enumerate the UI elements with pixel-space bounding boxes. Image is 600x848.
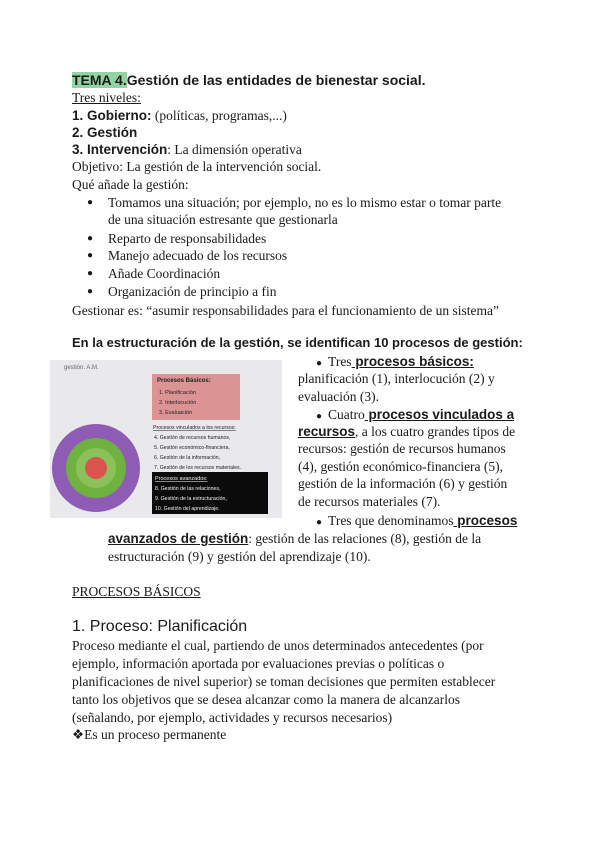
level-1: 1. Gobierno: (políticas, programas,...)	[72, 108, 287, 123]
adds-item-1: Tomamos una situación; por ejemplo, no es lo mismo estar o tomar parte	[108, 195, 502, 210]
processes-diagram	[50, 360, 282, 518]
linked-item: 5. Gestión económico-financiera,	[154, 445, 230, 451]
linked-title: Procesos vinculados a los recursos:	[153, 425, 236, 431]
right-line: gestión de la información (6) y gestión	[298, 476, 508, 491]
linked-item: 4. Gestión de recursos humanos,	[154, 435, 231, 441]
bullet-3-cont: avanzados de gestión: gestión de las relaciones (8), gestión de la	[108, 531, 482, 546]
basic-title: Procesos Básicos:	[157, 378, 211, 384]
diagram-header: gestión. A.M.	[64, 365, 99, 371]
section-heading: PROCESOS BÁSICOS	[72, 584, 201, 599]
bullet-icon: ●	[87, 233, 94, 244]
advanced-title: Procesos avanzados:	[155, 476, 208, 482]
adds-item-5: Organización de principio a fin	[108, 284, 277, 299]
advanced-item: 10. Gestión del aprendizaje.	[155, 506, 220, 512]
adds-heading: Qué añade la gestión:	[72, 177, 189, 192]
right-bullet-1: ● Tres procesos básicos:	[316, 354, 474, 369]
core-circle	[85, 457, 107, 479]
basic-item: 1. Planificación	[159, 390, 196, 396]
process-1-line: planificaciones de nivel superior) se toman decisiones que permiten establecer	[72, 674, 496, 689]
bullet-3-cont-2: estructuración (9) y gestión del aprendizaje (10).	[108, 549, 371, 564]
bullet-icon: ●	[316, 411, 323, 422]
adds-item-4: Añade Coordinación	[108, 266, 221, 281]
objective-text: Objetivo: La gestión de la intervención social.	[72, 159, 322, 174]
bullet-icon: ●	[87, 286, 94, 297]
right-line: planificación (1), interlocución (2) y	[298, 371, 495, 386]
linked-item: 6. Gestión de la información,	[154, 455, 221, 461]
adds-item-3: Manejo adecuado de los recursos	[108, 248, 288, 263]
bullet-icon: ●	[87, 197, 94, 208]
right-line: (4), gestión económico-financiera (5),	[298, 459, 504, 474]
basic-item: 2. Interlocución	[159, 400, 197, 406]
advanced-item: 9. Gestión de la estructuración,	[155, 496, 227, 502]
level-2: 2. Gestión	[72, 125, 138, 140]
right-line: evaluación (3).	[298, 389, 379, 404]
levels-heading: Tres niveles:	[72, 90, 141, 105]
process-1-line: Proceso mediante el cual, partiendo de unos determinados antecedentes (por	[72, 638, 484, 653]
process-1-heading: 1. Proceso: Planificación	[72, 618, 248, 635]
process-1-line: tanto los objetivos que se desea alcanzar como la manera de alcanzarlos	[72, 692, 460, 707]
right-line: recursos, a los cuatro grandes tipos de	[298, 424, 516, 439]
right-line: recursos: gestión de recursos humanos	[298, 441, 506, 456]
title-rest: Gestión de las entidades de bienestar social.	[126, 72, 426, 88]
process-1-line: ejemplo, información aportada por evaluaciones previas o políticas o	[72, 656, 445, 671]
right-bullet-2: ● Cuatro procesos vinculados a	[316, 407, 515, 422]
bullet-icon: ●	[87, 268, 94, 279]
bullet-icon: ●	[316, 358, 323, 369]
advanced-item: 8. Gestión de las relaciones,	[155, 486, 221, 492]
adds-item-2: Reparto de responsabilidades	[108, 231, 267, 246]
right-line: de recursos materiales (7).	[298, 494, 441, 509]
bullet-icon: ●	[316, 517, 323, 528]
process-1-line: (señalando, por ejemplo, actividades y recursos necesarios)	[72, 710, 393, 725]
level-3: 3. Intervención: La dimensión operativa	[72, 142, 302, 157]
page-title	[72, 72, 426, 89]
adds-item-1-cont: de una situación estresante que gestionarla	[108, 212, 338, 227]
permanent-note: ❖Es un proceso permanente	[72, 727, 227, 742]
basic-item: 3. Evaluación	[159, 410, 193, 416]
right-bullet-3: ● Tres que denominamos procesos	[316, 513, 518, 528]
diamond-bullet-icon: ❖	[72, 727, 85, 742]
linked-item: 7. Gestión de los recursos materiales.	[154, 465, 242, 471]
structuring-heading: En la estructuración de la gestión, se identifican 10 procesos de gestión:	[72, 335, 523, 350]
managing-definition: Gestionar es: “asumir responsabilidades para el funcionamiento de un sistema”	[72, 303, 499, 318]
bullet-icon: ●	[87, 250, 94, 261]
title-prefix: TEMA 4.	[72, 72, 127, 88]
